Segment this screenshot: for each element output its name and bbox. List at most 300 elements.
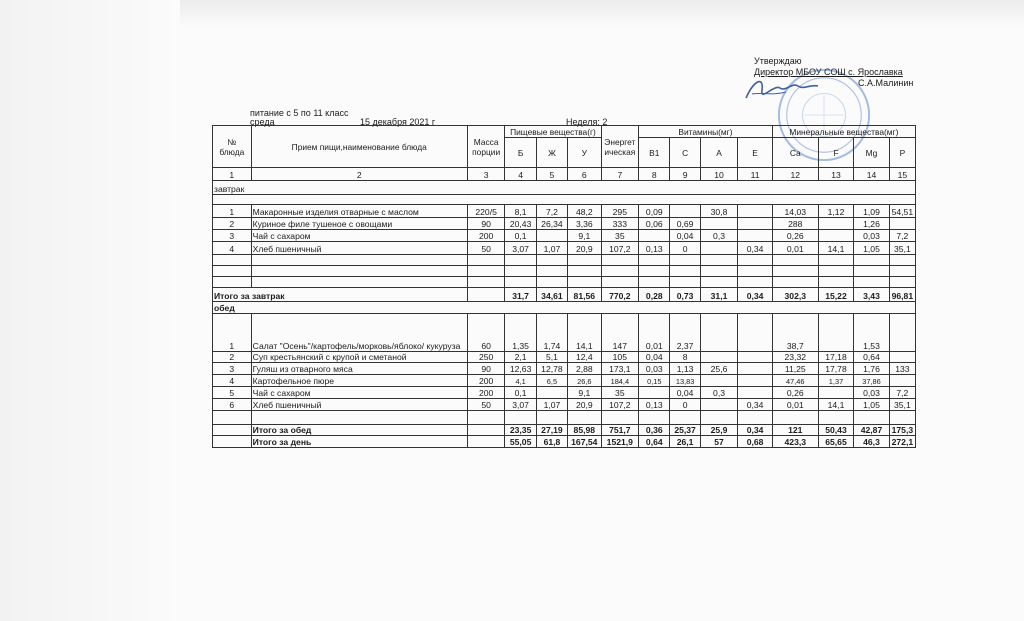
column-number-cell: 9: [670, 168, 700, 181]
header-mass: Масса порции: [467, 126, 505, 168]
dish-value-cell: [536, 387, 567, 399]
day-total-value: 0,64: [639, 436, 670, 448]
empty-cell: [854, 266, 890, 277]
empty-cell: [213, 277, 252, 288]
breakfast-total-value: 15,22: [818, 288, 854, 302]
dish-value-cell: 35: [601, 387, 639, 399]
dish-value-cell: 0,01: [772, 399, 818, 411]
empty-cell: [700, 277, 738, 288]
dish-value-cell: 35,1: [889, 399, 915, 411]
empty-cell: [251, 266, 467, 277]
dish-name-cell: Чай с сахаром: [251, 387, 467, 399]
empty-cell: [601, 266, 639, 277]
dish-value-cell: 0,13: [639, 399, 670, 411]
dish-value-cell: 54,51: [889, 205, 915, 218]
empty-cell: [700, 266, 738, 277]
dish-value-cell: 147: [601, 314, 639, 352]
table-row: [213, 352, 916, 363]
dish-value-cell: [700, 314, 738, 352]
table-row: [213, 242, 916, 255]
dish-value-cell: 3: [213, 230, 252, 242]
empty-cell: [213, 255, 252, 266]
dish-value-cell: 220/5: [467, 205, 505, 218]
day-total-value: 65,65: [818, 436, 854, 448]
lunch-total-value: 27,19: [536, 425, 567, 436]
column-number-cell: 10: [700, 168, 738, 181]
dish-value-cell: [700, 399, 738, 411]
empty-cell: [213, 436, 252, 448]
header-energy: Энергетическая: [601, 126, 639, 168]
dish-value-cell: 38,7: [772, 314, 818, 352]
lunch-total-value: 25,37: [670, 425, 700, 436]
dish-value-cell: 0,04: [670, 387, 700, 399]
lunch-total-value: 0,34: [738, 425, 772, 436]
dish-value-cell: 1,53: [854, 314, 890, 352]
dish-value-cell: [700, 242, 738, 255]
dish-value-cell: 0,34: [738, 242, 772, 255]
scan-shadow-left: [0, 0, 178, 621]
dish-value-cell: 50: [467, 399, 505, 411]
empty-cell: [568, 277, 601, 288]
dish-value-cell: 0,13: [639, 242, 670, 255]
dish-value-cell: 47,46: [772, 375, 818, 387]
table-row: [213, 205, 916, 218]
dish-value-cell: [889, 218, 915, 230]
dish-value-cell: [536, 230, 567, 242]
header-num: № блюда: [213, 126, 252, 168]
column-number-cell: 4: [505, 168, 536, 181]
dish-value-cell: 0,1: [505, 387, 536, 399]
day-total-value: 272,1: [889, 436, 915, 448]
breakfast-total-value: 0,28: [639, 288, 670, 302]
dish-value-cell: 17,18: [818, 352, 854, 363]
dish-value-cell: 35: [601, 230, 639, 242]
column-number-cell: 7: [601, 168, 639, 181]
breakfast-total-value: 770,2: [601, 288, 639, 302]
lunch-total-value: 175,3: [889, 425, 915, 436]
dish-value-cell: 0,69: [670, 218, 700, 230]
dish-value-cell: 1,26: [854, 218, 890, 230]
empty-cell: [568, 266, 601, 277]
dish-name-cell: Чай с сахаром: [251, 230, 467, 242]
grades-label: питание с 5 по 11 класс: [250, 108, 349, 118]
dish-value-cell: 1: [213, 205, 252, 218]
empty-cell: [818, 255, 854, 266]
table-row: [213, 399, 916, 411]
header-ca: Ca: [772, 138, 818, 168]
day-total-label: Итого за день: [251, 436, 467, 448]
empty-cell: [772, 255, 818, 266]
dish-value-cell: 20,9: [568, 399, 601, 411]
table-row: [213, 266, 916, 277]
dish-value-cell: [670, 205, 700, 218]
empty-cell: [889, 277, 915, 288]
header-f: F: [818, 138, 854, 168]
dish-value-cell: 14,1: [818, 399, 854, 411]
breakfast-total-value: 81,56: [568, 288, 601, 302]
dish-value-cell: 5,1: [536, 352, 567, 363]
dish-value-cell: 0,04: [639, 352, 670, 363]
dish-value-cell: 0,06: [639, 218, 670, 230]
table-row: [213, 288, 916, 302]
empty-cell: [700, 255, 738, 266]
dish-value-cell: [738, 387, 772, 399]
dish-value-cell: [639, 230, 670, 242]
dish-value-cell: 9,1: [568, 387, 601, 399]
header-u: У: [568, 138, 601, 168]
dish-value-cell: 14,1: [818, 242, 854, 255]
dish-value-cell: 200: [467, 230, 505, 242]
empty-cell: [536, 411, 567, 425]
breakfast-total-value: 96,81: [889, 288, 915, 302]
header-zh: Ж: [536, 138, 567, 168]
empty-cell: [854, 277, 890, 288]
empty-cell: [738, 266, 772, 277]
column-number-cell: 2: [251, 168, 467, 181]
dish-value-cell: 8: [670, 352, 700, 363]
empty-cell: [568, 255, 601, 266]
table-row: [213, 302, 916, 314]
empty-cell: [854, 255, 890, 266]
column-number-cell: 15: [889, 168, 915, 181]
dish-value-cell: 26,34: [536, 218, 567, 230]
empty-cell: [467, 266, 505, 277]
header-minerals: Минеральные вещества(мг): [772, 126, 915, 138]
dish-value-cell: [818, 230, 854, 242]
dish-value-cell: 0,26: [772, 387, 818, 399]
header-p: P: [889, 138, 915, 168]
empty-cell: [601, 277, 639, 288]
column-number-cell: 1: [213, 168, 252, 181]
dish-value-cell: 37,86: [854, 375, 890, 387]
empty-cell: [639, 266, 670, 277]
day-total-value: 46,3: [854, 436, 890, 448]
scan-shadow-top: [180, 0, 1024, 28]
empty-cell: [700, 411, 738, 425]
dish-value-cell: 50: [467, 242, 505, 255]
column-number-cell: 11: [738, 168, 772, 181]
day-total-value: 61,8: [536, 436, 567, 448]
empty-cell: [772, 277, 818, 288]
dish-name-cell: Картофельное пюре: [251, 375, 467, 387]
empty-cell: [536, 266, 567, 277]
dish-name-cell: Хлеб пшеничный: [251, 399, 467, 411]
dish-value-cell: 6,5: [536, 375, 567, 387]
dish-value-cell: 17,78: [818, 363, 854, 375]
dish-value-cell: 0,04: [670, 230, 700, 242]
day-total-value: 57: [700, 436, 738, 448]
dish-value-cell: 0,09: [639, 205, 670, 218]
lunch-total-value: 23,35: [505, 425, 536, 436]
day-total-value: 0,68: [738, 436, 772, 448]
empty-cell: [854, 411, 890, 425]
empty-cell: [467, 255, 505, 266]
dish-value-cell: 2,37: [670, 314, 700, 352]
dish-value-cell: 4: [213, 242, 252, 255]
dish-value-cell: 3: [213, 363, 252, 375]
dish-value-cell: 0,03: [639, 363, 670, 375]
dish-value-cell: 1,07: [536, 399, 567, 411]
dish-value-cell: 90: [467, 218, 505, 230]
dish-value-cell: 0: [670, 242, 700, 255]
approval-block: [754, 56, 913, 89]
empty-cell: [670, 266, 700, 277]
dish-value-cell: [889, 314, 915, 352]
dish-value-cell: 14,1: [568, 314, 601, 352]
dish-value-cell: [738, 230, 772, 242]
column-number-cell: 8: [639, 168, 670, 181]
dish-value-cell: 6: [213, 399, 252, 411]
empty-cell: [505, 255, 536, 266]
column-number-cell: 3: [467, 168, 505, 181]
dish-value-cell: 0,34: [738, 399, 772, 411]
empty-cell: [601, 255, 639, 266]
column-number-cell: 6: [568, 168, 601, 181]
dish-value-cell: 20,9: [568, 242, 601, 255]
lunch-total-label: Итого за обед: [251, 425, 467, 436]
dish-value-cell: 12,4: [568, 352, 601, 363]
dish-value-cell: 60: [467, 314, 505, 352]
dish-value-cell: 0,15: [639, 375, 670, 387]
table-row: [213, 411, 916, 425]
dish-value-cell: 0: [670, 399, 700, 411]
empty-cell: [213, 425, 252, 436]
dish-value-cell: [738, 375, 772, 387]
dish-value-cell: 184,4: [601, 375, 639, 387]
day-label: среда: [250, 117, 275, 127]
dish-value-cell: 0,03: [854, 387, 890, 399]
header-mg: Mg: [854, 138, 890, 168]
dish-value-cell: 8,1: [505, 205, 536, 218]
empty-cell: [505, 266, 536, 277]
dish-value-cell: 1,76: [854, 363, 890, 375]
table-row: [213, 425, 916, 436]
header-b: Б: [505, 138, 536, 168]
dish-value-cell: [700, 352, 738, 363]
dish-value-cell: 5: [213, 387, 252, 399]
dish-value-cell: 107,2: [601, 242, 639, 255]
empty-cell: [213, 411, 252, 425]
empty-cell: [639, 255, 670, 266]
empty-cell: [738, 255, 772, 266]
breakfast-total-value: 3,43: [854, 288, 890, 302]
day-total-value: 55,05: [505, 436, 536, 448]
dish-value-cell: 25,6: [700, 363, 738, 375]
dish-value-cell: 1,05: [854, 242, 890, 255]
table-row: [213, 230, 916, 242]
empty-cell: [251, 255, 467, 266]
dish-value-cell: [700, 375, 738, 387]
column-number-cell: 14: [854, 168, 890, 181]
breakfast-total-value: 0,73: [670, 288, 700, 302]
empty-cell: [772, 266, 818, 277]
dish-value-cell: 200: [467, 375, 505, 387]
column-number-cell: 5: [536, 168, 567, 181]
dish-value-cell: 1,35: [505, 314, 536, 352]
empty-cell: [467, 411, 505, 425]
dish-value-cell: 90: [467, 363, 505, 375]
dish-value-cell: 1,09: [854, 205, 890, 218]
dish-value-cell: 0,01: [639, 314, 670, 352]
dish-value-cell: 288: [772, 218, 818, 230]
empty-cell: [251, 277, 467, 288]
dish-name-cell: Гуляш из отварного мяса: [251, 363, 467, 375]
empty-cell: [818, 266, 854, 277]
dish-value-cell: 0,01: [772, 242, 818, 255]
dish-value-cell: 1,07: [536, 242, 567, 255]
section-label-lunch: обед: [213, 302, 916, 314]
table-row: [213, 218, 916, 230]
table-row: [213, 277, 916, 288]
empty-cell: [670, 277, 700, 288]
breakfast-total-label: Итого за завтрак: [213, 288, 468, 302]
dish-value-cell: 2: [213, 218, 252, 230]
dish-value-cell: [738, 363, 772, 375]
lunch-total-value: 751,7: [601, 425, 639, 436]
empty-cell: [639, 277, 670, 288]
dish-value-cell: [639, 387, 670, 399]
table-row: [213, 363, 916, 375]
table-row: [213, 314, 916, 352]
dish-name-cell: Макаронные изделия отварные с маслом: [251, 205, 467, 218]
dish-value-cell: 13,83: [670, 375, 700, 387]
table-row: [213, 387, 916, 399]
dish-value-cell: 105: [601, 352, 639, 363]
dish-name-cell: Суп крестьянский с крупой и сметаной: [251, 352, 467, 363]
empty-cell: [889, 266, 915, 277]
dish-name-cell: Салат "Осень"/картофель/морковь/яблоко/ кукуруза: [251, 314, 467, 352]
dish-value-cell: 0,3: [700, 230, 738, 242]
dish-name-cell: Куриное филе тушеное с овощами: [251, 218, 467, 230]
breakfast-total-value: 31,1: [700, 288, 738, 302]
empty-cell: [568, 411, 601, 425]
empty-cell: [738, 411, 772, 425]
dish-value-cell: 11,25: [772, 363, 818, 375]
dish-value-cell: [889, 352, 915, 363]
day-total-value: 26,1: [670, 436, 700, 448]
breakfast-total-value: 302,3: [772, 288, 818, 302]
dish-value-cell: 1,12: [818, 205, 854, 218]
empty-cell: [505, 411, 536, 425]
empty-cell: [601, 411, 639, 425]
dish-value-cell: 7,2: [889, 230, 915, 242]
lunch-total-value: 42,87: [854, 425, 890, 436]
week-label: Неделя: 2: [566, 117, 608, 127]
dish-value-cell: 1,37: [818, 375, 854, 387]
dish-value-cell: 0,26: [772, 230, 818, 242]
dish-value-cell: 23,32: [772, 352, 818, 363]
table-row: [213, 195, 916, 205]
empty-cell: [536, 277, 567, 288]
header-nutrients: Пищевые вещества(г): [505, 126, 601, 138]
dish-value-cell: 133: [889, 363, 915, 375]
table-row: [213, 168, 916, 181]
header-e: E: [738, 138, 772, 168]
dish-value-cell: 1,13: [670, 363, 700, 375]
lunch-total-value: 121: [772, 425, 818, 436]
dish-value-cell: 3,36: [568, 218, 601, 230]
dish-value-cell: 4: [213, 375, 252, 387]
header-c: C: [670, 138, 700, 168]
dish-value-cell: 9,1: [568, 230, 601, 242]
dish-value-cell: 30,8: [700, 205, 738, 218]
dish-value-cell: 0,3: [700, 387, 738, 399]
dish-value-cell: 3,07: [505, 242, 536, 255]
dish-value-cell: 0,1: [505, 230, 536, 242]
lunch-total-value: 50,43: [818, 425, 854, 436]
dish-value-cell: 12,78: [536, 363, 567, 375]
dish-value-cell: 173,1: [601, 363, 639, 375]
dish-value-cell: 20,43: [505, 218, 536, 230]
empty-cell: [772, 411, 818, 425]
dish-value-cell: 0,03: [854, 230, 890, 242]
header-b1: B1: [639, 138, 670, 168]
dish-value-cell: 2,88: [568, 363, 601, 375]
dish-value-cell: 35,1: [889, 242, 915, 255]
date-label: 15 декабря 2021 г: [360, 117, 436, 127]
section-label-breakfast: завтрак: [213, 181, 916, 195]
empty-cell: [889, 411, 915, 425]
lunch-total-value: 25,9: [700, 425, 738, 436]
empty-cell: [467, 425, 505, 436]
dish-value-cell: 2,1: [505, 352, 536, 363]
dish-value-cell: [738, 352, 772, 363]
empty-cell: [889, 255, 915, 266]
table-row: [213, 375, 916, 387]
dish-value-cell: 14,03: [772, 205, 818, 218]
dish-value-cell: 1,05: [854, 399, 890, 411]
dish-value-cell: 12,63: [505, 363, 536, 375]
dish-value-cell: 48,2: [568, 205, 601, 218]
dish-value-cell: 7,2: [889, 387, 915, 399]
spacer-cell: [213, 195, 916, 205]
table-row: [213, 181, 916, 195]
lunch-total-value: 85,98: [568, 425, 601, 436]
menu-table: [212, 125, 916, 448]
empty-cell: [670, 255, 700, 266]
dish-value-cell: [738, 218, 772, 230]
empty-cell: [818, 277, 854, 288]
dish-value-cell: 200: [467, 387, 505, 399]
dish-value-cell: 26,6: [568, 375, 601, 387]
empty-cell: [639, 411, 670, 425]
approval-title: Утверждаю: [754, 56, 802, 66]
dish-value-cell: 333: [601, 218, 639, 230]
header-vitamins: Витамины(мг): [639, 126, 773, 138]
column-number-cell: 12: [772, 168, 818, 181]
day-total-value: 167,54: [568, 436, 601, 448]
approval-director: Директор МБОУ СОШ с. Ярославка: [754, 67, 903, 77]
table-row: [213, 436, 916, 448]
dish-value-cell: 295: [601, 205, 639, 218]
dish-value-cell: 7,2: [536, 205, 567, 218]
dish-value-cell: [889, 375, 915, 387]
empty-cell: [467, 436, 505, 448]
breakfast-total-value: 0,34: [738, 288, 772, 302]
dish-value-cell: [700, 218, 738, 230]
day-total-value: 1521,9: [601, 436, 639, 448]
empty-cell: [467, 277, 505, 288]
empty-cell: [738, 277, 772, 288]
table-row: [213, 255, 916, 266]
dish-name-cell: Хлеб пшеничный: [251, 242, 467, 255]
dish-value-cell: 1,74: [536, 314, 567, 352]
breakfast-total-value: 31,7: [505, 288, 536, 302]
empty-cell: [213, 266, 252, 277]
dish-value-cell: [738, 314, 772, 352]
column-number-cell: 13: [818, 168, 854, 181]
lunch-total-value: 0,36: [639, 425, 670, 436]
